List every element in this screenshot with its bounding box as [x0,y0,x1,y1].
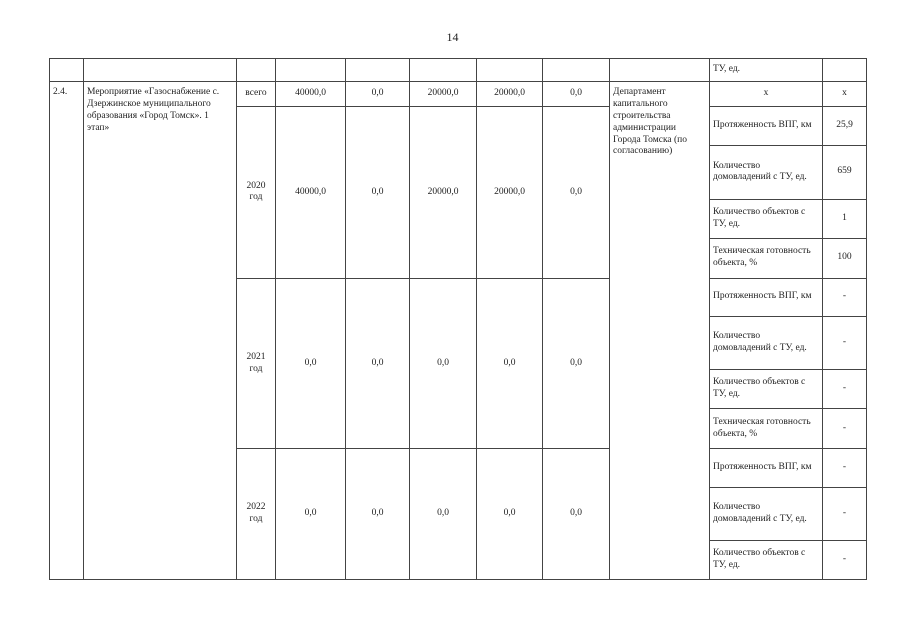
value-cell: 0,0 [410,278,477,449]
indicator-value: - [823,487,867,540]
period-label: всего [237,82,276,107]
indicator-cell: Протяженность ВПГ, км [710,449,823,487]
indicator-value: - [823,316,867,369]
value-cell: 0,0 [410,449,477,580]
value-cell: 40000,0 [276,107,346,279]
indicator-cell: Техническая готовность объекта, % [710,238,823,278]
indicator-value: 1 [823,199,867,238]
indicator-cell: х [710,82,823,107]
indicator-value: 100 [823,238,867,278]
indicator-cell: Протяженность ВПГ, км [710,107,823,146]
value-cell: 0,0 [543,449,610,580]
value-cell: 20000,0 [410,82,477,107]
value-cell: 0,0 [543,278,610,449]
value-cell: 0,0 [346,107,410,279]
indicator-cell: Количество объектов с ТУ, ед. [710,370,823,409]
row-number: 2.4. [50,82,84,580]
value-cell: 0,0 [477,449,543,580]
indicator-value: - [823,370,867,409]
indicator-value: - [823,278,867,316]
indicator-cell: Количество домовладений с ТУ, ед. [710,316,823,369]
value-cell: 20000,0 [477,82,543,107]
indicator-cell: Количество домовладений с ТУ, ед. [710,487,823,540]
value-cell: 20000,0 [477,107,543,279]
indicator-cell: Количество домовладений с ТУ, ед. [710,146,823,199]
value-cell: 20000,0 [410,107,477,279]
total-row [50,82,867,107]
period-label: 2021 год [237,278,276,449]
value-cell: 0,0 [276,449,346,580]
indicator-value: 25,9 [823,107,867,146]
indicator-value: - [823,540,867,579]
indicator-cell: Техническая готовность объекта, % [710,409,823,449]
indicator-cell: Количество объектов с ТУ, ед. [710,199,823,238]
value-cell: 0,0 [543,107,610,279]
indicator-value: 659 [823,146,867,199]
indicator-cell: ТУ, ед. [710,59,823,82]
indicator-cell: Протяженность ВПГ, км [710,278,823,316]
value-cell: 0,0 [276,278,346,449]
value-cell: 0,0 [346,449,410,580]
program-table [49,58,867,580]
value-cell: 0,0 [346,82,410,107]
page-number: 14 [446,30,459,44]
value-cell: 0,0 [543,82,610,107]
event-title: Мероприятие «Газоснабжение с. Дзержинское муниципального образования «Город Томск». 1 этап» [84,82,237,580]
value-cell: 40000,0 [276,82,346,107]
responsible-department: Департамент капитального строительства администрации Города Томска (по согласованию) [610,82,710,580]
period-label: 2020 год [237,107,276,279]
value-cell: 0,0 [346,278,410,449]
indicator-cell: Количество объектов с ТУ, ед. [710,540,823,579]
indicator-value: - [823,449,867,487]
indicator-value: х [823,82,867,107]
period-label: 2022 год [237,449,276,580]
indicator-value: - [823,409,867,449]
continuation-row [50,59,867,82]
value-cell: 0,0 [477,278,543,449]
